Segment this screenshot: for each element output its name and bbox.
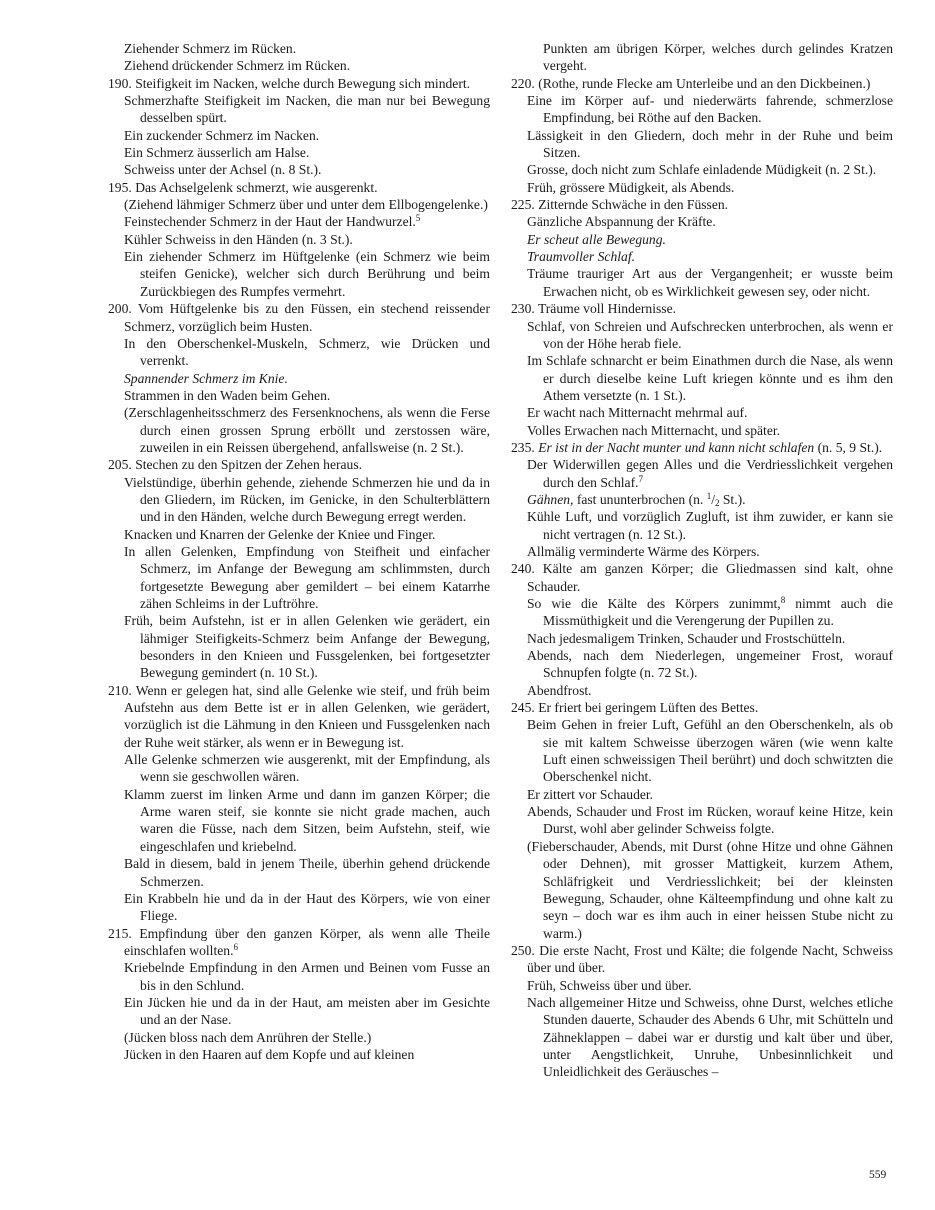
symptom-entry xyxy=(511,803,893,838)
footnote-marker: 6 xyxy=(233,941,238,952)
symptom-entry xyxy=(108,387,490,404)
footnote-marker: 8 xyxy=(780,595,786,605)
entry-number: 215. xyxy=(108,925,140,941)
symptom-entry xyxy=(511,248,893,265)
symptom-entry xyxy=(108,1029,490,1046)
entry-text: (Zerschlagenheitsschmerz des Fersenknochens, als wenn die Ferse durch einen grossen Sprung erböllt und zerstossen wäre, zuweilen in ein Reissen übergehend, anfallsweise (n. 2 St.). xyxy=(124,405,490,455)
entry-text: Feinstechender Schmerz in der Haut der Handwurzel. xyxy=(124,214,416,230)
symptom-entry xyxy=(108,179,490,196)
entry-number: 220. xyxy=(511,75,539,91)
symptom-entry xyxy=(511,161,893,178)
entry-text: Im Schlafe schnarcht er beim Einathmen durch die Nase, als wenn er durch dieselbe keine Luft kriegen könnte und es ihm den Athem versetzte (n. 1 St.). xyxy=(527,353,893,403)
entry-text: Kühler Schweiss in den Händen (n. 3 St.). xyxy=(124,231,353,247)
symptom-entry xyxy=(108,474,490,526)
entry-text: Abends, Schauder und Frost im Rücken, worauf keine Hitze, kein Durst, wohl aber gelinder Schweiss folgte. xyxy=(527,804,893,837)
entry-number: 235. xyxy=(511,439,539,455)
entry-text: Kühle Luft, und vorzüglich Zugluft, ist ihm zuwider, er kann sie nicht vertragen (n. 12 St.). xyxy=(527,509,893,542)
symptom-entry xyxy=(108,751,490,786)
entry-text: Stechen zu den Spitzen der Zehen heraus. xyxy=(135,457,363,473)
entry-text: Er wacht nach Mitternacht mehrmal auf. xyxy=(527,405,748,421)
symptom-entry xyxy=(108,57,490,74)
entry-text: Alle Gelenke schmerzen wie ausgerenkt, mit der Empfindung, als wenn sie geschwollen wären. xyxy=(124,752,490,785)
entry-text: Ein zuckender Schmerz im Nacken. xyxy=(124,127,320,143)
symptom-entry xyxy=(511,994,893,1081)
entry-text: Traumvoller Schlaf. xyxy=(527,249,635,265)
right-column xyxy=(511,40,893,1081)
symptom-entry xyxy=(511,699,893,716)
entry-text: Die erste Nacht, Frost und Kälte; die folgende Nacht, Schweiss über und über. xyxy=(527,942,894,976)
symptom-entry xyxy=(108,161,490,178)
symptom-entry xyxy=(511,543,893,560)
entry-text: Bald in diesem, bald in jenem Theile, überhin gehend drückende Schmerzen. xyxy=(124,856,490,889)
entry-text: Nach allgemeiner Hitze und Schweiss, ohne Durst, welches etliche Stunden dauerte, Schauder des Abends 6 Uhr, mit Schütteln und Zähneklappen – dabei war er durstig und kalt über und über, unter Aengstlichkeit, Unruhe, Unbesinnlichkeit und Unleidlichkeit des Geräusches – xyxy=(527,994,893,1080)
symptom-entry xyxy=(108,612,490,681)
footnote-marker: 5 xyxy=(415,213,421,224)
symptom-entry xyxy=(108,890,490,925)
symptom-entry xyxy=(511,231,893,248)
entry-text: Gähnen, xyxy=(527,491,574,507)
symptom-entry xyxy=(108,127,490,144)
entry-text: (Rothe, runde Flecke am Unterleibe und an den Dickbeinen.) xyxy=(538,75,871,91)
entry-number: 205. xyxy=(108,457,136,473)
entry-text: Er ist in der Nacht munter und kann nicht schlafen xyxy=(538,439,815,455)
entry-number: 250. xyxy=(511,942,540,958)
entry-text: Kriebelnde Empfindung in den Armen und Beinen vom Fusse an bis in den Schlund. xyxy=(124,960,490,993)
entry-text: Träume voll Hindernisse. xyxy=(537,301,677,317)
entry-text: Vielstündige, überhin gehende, ziehende Schmerzen hie und da in den Gliedern, im Rücken, im Genicke, in den Schulterblättern und in den Händen, welche durch Bewegung erregt werden. xyxy=(124,474,490,525)
entry-text: Er scheut alle Bewegung. xyxy=(527,231,666,247)
symptom-entry xyxy=(108,335,490,370)
symptom-entry xyxy=(108,526,490,543)
symptom-entry xyxy=(511,213,893,230)
symptom-entry xyxy=(511,716,893,785)
symptom-entry xyxy=(511,196,893,213)
symptom-entry xyxy=(108,40,490,57)
page-number: 559 xyxy=(869,1169,887,1181)
symptom-entry xyxy=(511,977,893,994)
symptom-entry xyxy=(511,179,893,196)
entry-text: Jücken in den Haaren auf dem Kopfe und auf kleinen xyxy=(124,1046,415,1062)
entry-number: 195. xyxy=(108,179,136,195)
symptom-entry xyxy=(511,352,893,404)
symptom-entry xyxy=(511,456,893,491)
entry-number: 190. xyxy=(108,75,136,91)
symptom-entry xyxy=(511,318,893,353)
entry-text: Ein Krabbeln hie und da in der Haut des Körpers, wie von einer Fliege. xyxy=(124,890,490,924)
entry-text: So wie die Kälte des Körpers zunimmt, xyxy=(527,596,781,611)
symptom-entry xyxy=(511,560,893,595)
entry-text: Vom Hüftgelenke bis zu den Füssen, ein stechend reissender Schmerz, vorzüglich beim Husten. xyxy=(124,301,490,334)
symptom-entry xyxy=(511,75,893,92)
entry-text: Ziehender Schmerz im Rücken. xyxy=(124,41,297,56)
entry-text: Schmerzhafte Steifigkeit im Nacken, die man nur bei Bewegung desselben spürt. xyxy=(124,93,490,126)
left-column xyxy=(108,40,490,1063)
entry-text: Kälte am ganzen Körper; die Gliedmassen sind kalt, ohne Schauder. xyxy=(527,561,893,594)
entry-text: (Jücken bloss nach dem Anrühren der Stelle.) xyxy=(124,1029,372,1045)
entry-number: 200. xyxy=(108,301,138,317)
symptom-entry xyxy=(511,508,893,543)
symptom-entry xyxy=(511,838,893,942)
entry-text: nimmt auch die Missmüthigkeit und die Verengerung der Pupillen zu. xyxy=(543,596,893,629)
symptom-entry xyxy=(108,231,490,248)
symptom-entry xyxy=(511,786,893,803)
entry-text: Nach jedesmaligem Trinken, Schauder und Frostschütteln. xyxy=(527,630,846,646)
entry-text: Früh, grössere Müdigkeit, als Abends. xyxy=(527,179,735,195)
entry-text: Früh, Schweiss über und über. xyxy=(527,977,692,993)
entry-text: Er friert bei geringem Lüften des Bettes. xyxy=(538,700,759,716)
entry-text: Knacken und Knarren der Gelenke der Kniee und Finger. xyxy=(124,526,436,542)
entry-text: / xyxy=(711,491,715,507)
entry-text: Träume trauriger Art aus der Vergangenheit; er wusste beim Erwachen nicht, ob es Wirklichkeit gewesen sey, oder nicht. xyxy=(527,266,893,299)
symptom-entry xyxy=(108,370,490,387)
symptom-entry xyxy=(511,647,893,682)
entry-text: Punkten am übrigen Körper, welches durch gelindes Kratzen vergeht. xyxy=(543,41,893,74)
entry-text: Ein ziehender Schmerz im Hüftgelenke (ein Schmerz wie beim steifen Genicke), welcher sich durch Berührung und beim Zurückbiegen des Rumpfes vermehrt. xyxy=(124,249,490,299)
entry-text: Empfindung über den ganzen Körper, als wenn alle Theile einschlafen wollten. xyxy=(124,925,490,958)
symptom-entry xyxy=(108,144,490,161)
entry-text: Grosse, doch nicht zum Schlafe einladende Müdigkeit (n. 2 St.). xyxy=(527,162,877,178)
symptom-entry xyxy=(108,959,490,994)
footnote-marker: 7 xyxy=(638,473,644,484)
entry-text: Allmälig verminderte Wärme des Körpers. xyxy=(527,543,760,559)
entry-number: 230. xyxy=(511,301,538,317)
entry-number: 225. xyxy=(511,197,539,213)
symptom-entry xyxy=(511,404,893,421)
symptom-entry xyxy=(108,855,490,890)
symptom-entry xyxy=(511,265,893,300)
symptom-entry xyxy=(511,40,893,75)
entry-text: Ziehend drückender Schmerz im Rücken. xyxy=(124,58,351,74)
symptom-entry xyxy=(511,439,893,456)
symptom-entry xyxy=(108,994,490,1029)
symptom-entry xyxy=(108,404,490,456)
symptom-entry xyxy=(511,92,893,127)
entry-text: Zitternde Schwäche in den Füssen. xyxy=(538,197,729,213)
entry-text: Er zittert vor Schauder. xyxy=(527,786,654,802)
symptom-entry xyxy=(511,595,893,630)
entry-text: fast ununterbrochen (n. xyxy=(573,491,707,507)
entry-number: 240. xyxy=(511,561,543,577)
entry-text: (Fieberschauder, Abends, mit Durst (ohne Hitze und ohne Gähnen oder Dehnen), mit grosser Mattigkeit, kurzem Athem, Schläfrigkeit und Verdriesslichkeit; bei der kleinsten Bewegung, Schauder, ohne Kälteempfindung und ohne kalt zu seyn – doch war es ihm auch in einer heissen Stube nicht zu warm.) xyxy=(527,838,893,941)
entry-text: Eine im Körper auf- und niederwärts fahrende, schmerzlose Empfindung, bei Röthe auf den Backen. xyxy=(527,93,893,126)
symptom-entry xyxy=(511,127,893,162)
entry-text: Der Widerwillen gegen Alles und die Verdriesslichkeit vergehen durch den Schlaf. xyxy=(527,457,893,490)
entry-text: Spannender Schmerz im Knie. xyxy=(124,370,288,386)
symptom-entry xyxy=(108,300,490,335)
entry-text: Wenn er gelegen hat, sind alle Gelenke wie steif, und früh beim Aufstehn aus dem Bette ist er in allen Gelenken, wie gerädert, vorzüglich ist die Lähmung in den Knieen und Fussgelenken nach der Ruhe weit stärker, als wenn er in Bewegung ist. xyxy=(124,682,490,750)
symptom-entry xyxy=(511,300,893,317)
symptom-entry xyxy=(108,925,490,960)
symptom-entry xyxy=(511,682,893,699)
entry-text: Das Achselgelenk schmerzt, wie ausgerenkt. xyxy=(135,179,378,195)
symptom-entry xyxy=(511,942,893,977)
symptom-entry xyxy=(108,456,490,473)
entry-text: Abends, nach dem Niederlegen, ungemeiner Frost, worauf Schnupfen folgte (n. 72 St.). xyxy=(527,648,893,681)
symptom-entry xyxy=(108,196,490,213)
symptom-entry xyxy=(108,75,490,92)
entry-text: (Ziehend lähmiger Schmerz über und unter dem Ellbogengelenke.) xyxy=(124,197,488,213)
entry-text: In allen Gelenken, Empfindung von Steifheit und einfacher Schmerz, im Anfange der Bewegung am schlimmsten, durch fortgesetzte Bewegung aber gemildert – bei einem Katarrhe zähen Schleims in der Luftröhre. xyxy=(124,543,490,611)
symptom-entry xyxy=(108,92,490,127)
entry-number: 210. xyxy=(108,682,136,698)
entry-text: In den Oberschenkel-Muskeln, Schmerz, wie Drücken und verrenkt. xyxy=(124,335,490,369)
entry-text: Volles Erwachen nach Mitternacht, und später. xyxy=(527,422,781,438)
entry-text: Gänzliche Abspannung der Kräfte. xyxy=(527,214,716,230)
entry-text: Ein Jücken hie und da in der Haut, am meisten aber im Gesichte und an der Nase. xyxy=(124,994,490,1028)
footnote-marker: 1 xyxy=(706,490,712,501)
symptom-entry xyxy=(108,786,490,855)
symptom-entry xyxy=(108,213,490,230)
symptom-entry xyxy=(511,630,893,647)
symptom-entry xyxy=(108,682,490,751)
symptom-entry xyxy=(511,422,893,439)
entry-text: Lässigkeit in den Gliedern, doch mehr in der Ruhe und beim Sitzen. xyxy=(527,127,893,161)
symptom-entry xyxy=(108,248,490,300)
entry-text: Beim Gehen in freier Luft, Gefühl an den Oberschenkeln, als ob sie mit kaltem Schweisse überzogen wären (wie wenn kalte Luft einen schweissigen Theil berührt) und doch schwitzten die Oberschenkel nicht. xyxy=(527,717,893,785)
entry-number: 245. xyxy=(511,700,539,716)
entry-text: Früh, beim Aufstehn, ist er in allen Gelenken wie gerädert, ein lähmiger Steifigkeits-Schmerz beim Anfange der Bewegung, besonders in den Knieen und Fussgelenken, bei fortgesetzter Bewegung gemindert (n. 10 St.). xyxy=(124,613,490,681)
entry-text: Schlaf, von Schreien und Aufschrecken unterbrochen, als wenn er von der Höhe herab fiele. xyxy=(527,318,893,351)
subscript: 2 xyxy=(714,497,720,508)
entry-text: St.). xyxy=(719,491,746,507)
symptom-entry xyxy=(108,1046,490,1063)
entry-text: (n. 5, 9 St.). xyxy=(814,439,883,455)
entry-text: Abendfrost. xyxy=(527,682,592,698)
entry-text: Schweiss unter der Achsel (n. 8 St.). xyxy=(124,162,322,178)
symptom-entry xyxy=(511,491,893,508)
entry-text: Strammen in den Waden beim Gehen. xyxy=(124,387,331,403)
symptom-entry xyxy=(108,543,490,612)
entry-text: Ein Schmerz äusserlich am Halse. xyxy=(124,145,310,161)
entry-text: Klamm zuerst im linken Arme und dann im ganzen Körper; die Arme waren steif, sie konnte sie nicht grade machen, auch waren die Füsse, nach dem Sitzen, beim Aufstehn, steif, wie eingeschlafen und kriebelnd. xyxy=(124,786,490,854)
entry-text: Steifigkeit im Nacken, welche durch Bewegung sich mindert. xyxy=(135,75,471,91)
